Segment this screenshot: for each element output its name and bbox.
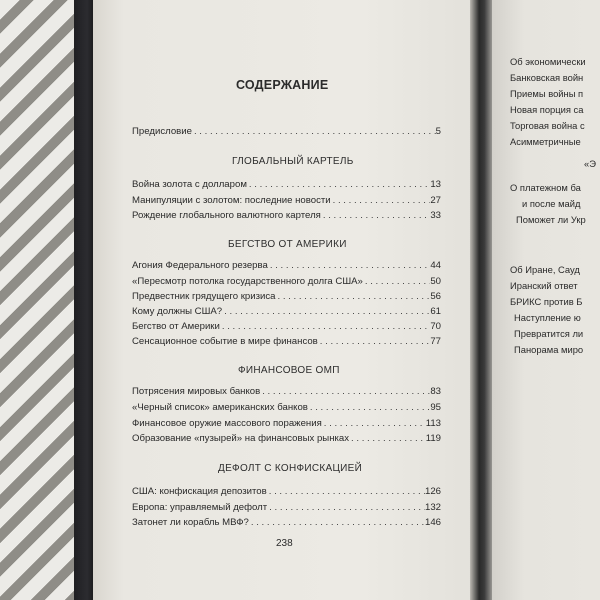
entry-title: Рождение глобального валютного картеля [132,210,321,221]
entry-page: 132 [424,502,441,513]
entry-page: 70 [430,321,441,332]
right-page-line: Иранский ответ [510,280,578,291]
entry-page: 77 [430,336,441,347]
right-page-line: О платежном ба [510,182,581,193]
toc-entry [132,502,441,516]
toc-entry [132,260,441,274]
toc-entry [132,179,441,193]
right-page-line: БРИКС против Б [510,296,583,307]
entry-page: 113 [425,418,441,429]
toc-entry [132,386,441,400]
toc-entry [132,126,441,140]
right-page-line: Об Иране, Сауд [510,264,580,275]
right-page-line: и после майд [522,198,581,209]
entry-title: Европа: управляемый дефолт [132,502,268,513]
leader-dots [192,126,436,137]
right-page-line: Новая порция са [510,104,584,115]
toc-entry [132,517,441,531]
toc-entry [132,321,441,335]
section-heading: ГЛОБАЛЬНЫЙ КАРТЕЛЬ [232,156,354,167]
entry-title: США: конфискация депозитов [132,486,267,497]
entry-page: 83 [430,386,441,397]
entry-title: Образование «пузырей» на финансовых рынках [132,433,350,444]
toc-entry [132,433,441,447]
entry-page: 13 [430,179,441,190]
leader-dots [331,195,431,206]
entry-page: 5 [435,126,441,137]
leader-dots [349,433,426,444]
toc-heading: СОДЕРЖАНИЕ [236,78,329,92]
leader-dots [268,260,430,271]
leader-dots [260,386,430,397]
entry-title: Затонет ли корабль МВФ? [132,517,249,528]
leader-dots [267,502,425,513]
right-page-line: Панорама миро [514,344,584,355]
right-page-line: Банковская войн [510,72,584,83]
leader-dots [322,418,426,429]
toc-entry [132,306,441,320]
entry-title: Война золота с долларом [132,179,247,190]
entry-title: Сенсационное событие в мире финансов [132,336,318,347]
entry-title: Манипуляции с золотом: последние новости [132,195,331,206]
entry-page: 95 [430,402,441,413]
entry-page: 50 [430,276,441,287]
right-page-line: Поможет ли Укр [516,214,586,225]
toc-entry [132,276,441,290]
leader-dots [249,517,425,528]
leader-dots [276,291,431,302]
right-page-line: Приемы войны п [510,88,584,99]
right-page-line: Торговая война с [510,120,585,131]
toc-entry [132,418,441,432]
entry-title: Финансовое оружие массового поражения [132,418,322,429]
entry-title: Потрясения мировых банков [132,386,261,397]
leader-dots [318,336,431,347]
right-page-line: Наступление ю [514,312,581,323]
toc-entry [132,195,441,209]
toc-entry [132,486,441,500]
entry-page: 27 [430,195,441,206]
page-number: 238 [276,538,293,549]
entry-page: 44 [430,260,441,271]
leader-dots [220,321,430,332]
leader-dots [321,210,430,221]
toc-entry [132,402,441,416]
entry-title: «Пересмотр потолка государственного долга США» [132,276,363,287]
right-page-line: Асимметричные [510,136,581,147]
entry-page: 126 [424,486,441,497]
right-page-line: Превратится ли [514,328,584,339]
section-heading: ФИНАНСОВОЕ ОМП [238,365,340,376]
leader-dots [267,486,425,497]
toc-entry [132,336,441,350]
section-heading: БЕГСТВО ОТ АМЕРИКИ [228,239,347,250]
entry-page: 56 [430,291,441,302]
entry-title: Бегство от Америки [132,321,220,332]
toc-entry [132,291,441,305]
entry-title: Предвестник грядущего кризиса [132,291,276,302]
entry-title: «Черный список» американских банков [132,402,308,413]
entry-title: Агония Федерального резерва [132,260,268,271]
leader-dots [308,402,430,413]
entry-page: 119 [425,433,441,444]
leader-dots [363,276,430,287]
section-heading: ДЕФОЛТ С КОНФИСКАЦИЕЙ [218,463,363,474]
entry-page: 61 [430,306,441,317]
toc-entry [132,210,441,224]
right-page-section-fragment: «Э [584,158,596,169]
entry-title: Кому должны США? [132,306,223,317]
right-page-line: Об экономически [510,56,586,67]
entry-page: 33 [430,210,441,221]
leader-dots [247,179,430,190]
entry-page: 146 [424,517,441,528]
leader-dots [222,306,430,317]
entry-title: Предисловие [132,126,192,137]
